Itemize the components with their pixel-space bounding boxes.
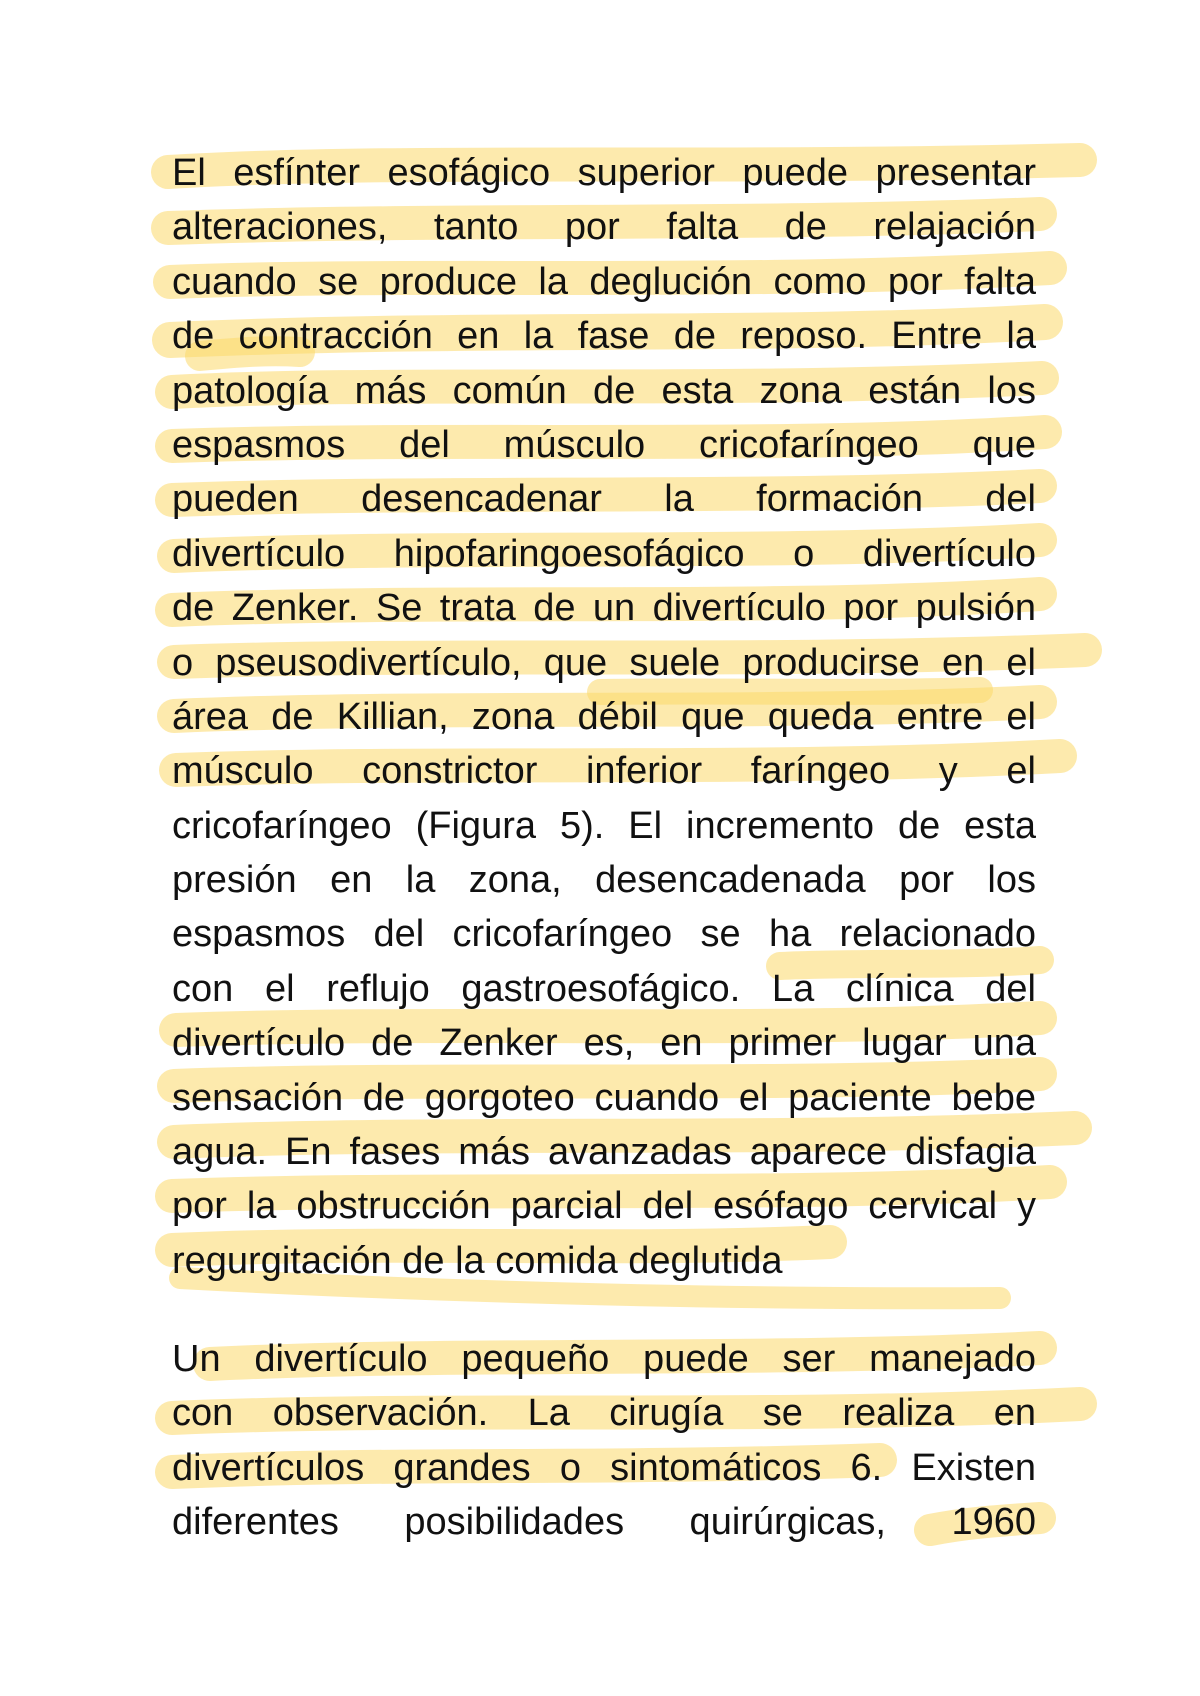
- paragraph-2: [172, 1332, 1036, 1550]
- text-line: pueden desencadenar la formación del: [172, 478, 1036, 521]
- text-line: alteraciones, tanto por falta de relajación: [172, 206, 1036, 249]
- text-line: agua. En fases más avanzadas aparece disfagia: [172, 1131, 1036, 1174]
- text-line: músculo constrictor inferior faríngeo y el: [172, 750, 1036, 793]
- text-line: divertículo de Zenker es, en primer lugar una: [172, 1022, 1036, 1065]
- text-line: o pseusodivertículo, que suele producirse en el: [172, 641, 1036, 684]
- text-line: espasmos del cricofaríngeo se ha relacionado: [172, 913, 1036, 956]
- text-line: divertículo hipofaringoesofágico o divertículo: [172, 532, 1036, 575]
- text-line: de contracción en la fase de reposo. Entre la: [172, 315, 1036, 358]
- text-line: diferentes posibilidades quirúrgicas, 1960: [172, 1501, 1036, 1544]
- text-line: Un divertículo pequeño puede ser manejado: [172, 1338, 1036, 1380]
- text-line: sensación de gorgoteo cuando el paciente bebe: [172, 1076, 1036, 1119]
- paragraph-1: [172, 146, 1036, 1288]
- text-line: por la obstrucción parcial del esófago cervical y: [172, 1185, 1036, 1228]
- text-line: área de Killian, zona débil que queda entre el: [172, 695, 1036, 738]
- text-line: presión en la zona, desencadenada por los: [172, 859, 1036, 902]
- text-line: cuando se produce la deglución como por falta: [172, 260, 1036, 303]
- text-line: con el reflujo gastroesofágico. La clínica del: [172, 967, 1036, 1010]
- text-line: con observación. La cirugía se realiza en: [172, 1392, 1036, 1435]
- text-line: espasmos del músculo cricofaríngeo que: [172, 423, 1036, 466]
- text-line: divertículos grandes o sintomáticos 6. Existen: [172, 1446, 1036, 1489]
- text-line: regurgitación de la comida deglutida: [172, 1239, 783, 1282]
- text-line: de Zenker. Se trata de un divertículo por pulsión: [172, 587, 1036, 630]
- text-line: El esfínter esofágico superior puede presentar: [172, 152, 1036, 194]
- text-line: cricofaríngeo (Figura 5). El incremento de esta: [172, 804, 1036, 847]
- text-line: patología más común de esta zona están los: [172, 369, 1036, 412]
